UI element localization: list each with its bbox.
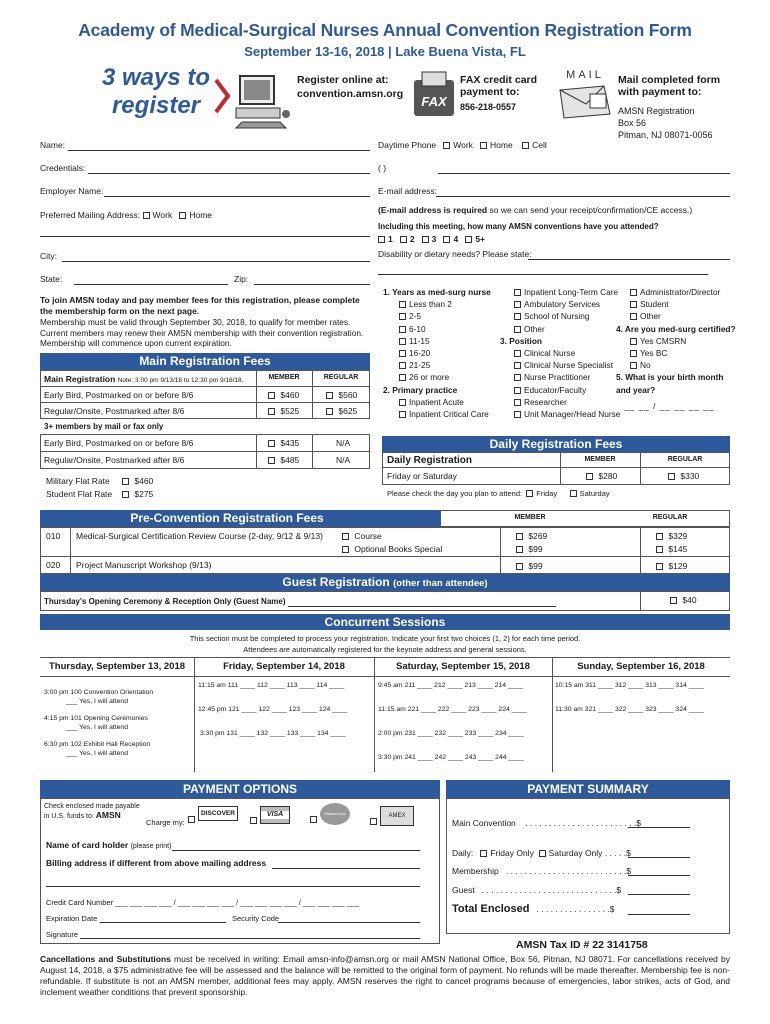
group-regular-label: Regular/Onsite, Postmarked after 8/6 [44,455,185,465]
payment-options-bar: PAYMENT OPTIONS [40,780,440,798]
summary-daily-field[interactable] [628,857,690,858]
daily-regular-fee[interactable]: $330 [668,471,699,481]
q1-opt-checkbox[interactable] [399,301,406,308]
state-field[interactable] [74,284,228,285]
city-field[interactable] [62,261,370,262]
cc-number[interactable]: Credit Card Number ___ ___ ___ ___ / ___ ___ ___ ___ / ___ ___ ___ ___ / ___ ___ ___ ___ [46,898,360,907]
precon-020-member[interactable]: $99 [516,561,543,571]
daily-member-header: MEMBER [584,456,616,463]
guest-bar: Guest Registration (other than attendee) [40,574,730,591]
meetings-3-checkbox[interactable] [422,236,429,243]
sun-sessions[interactable]: 10:15 am 311 ____ 312 ____ 313 ____ 314 ____ 11:30 am 321 ____ 322 ____ 323 ____ 324 ____ [555,682,704,713]
regular-onsite-member[interactable]: $525 [268,406,299,416]
q3-opt-checkbox[interactable] [514,313,521,320]
mail-heading: Mail completed form with payment to: [618,74,721,98]
mail-icon [554,66,616,128]
form-subtitle: September 13-16, 2018 | Lake Buena Vista, FL [244,44,526,59]
expiration-field[interactable] [100,922,226,923]
q3-opt-checkbox[interactable] [514,387,521,394]
day-saturday: Saturday, September 15, 2018 [396,661,530,672]
register-online-heading: Register online at: [297,74,389,86]
disability-label: Disability or dietary needs? Please state: [378,249,532,259]
q1-opt-checkbox[interactable] [399,338,406,345]
q2-opt-checkbox[interactable] [399,399,406,406]
meetings-question: Including this meeting, how many AMSN conventions have you attended? [378,222,659,231]
svg-text:MAIL: MAIL [566,69,604,81]
tax-id: AMSN Tax ID # 22 3141758 [516,939,648,951]
mail-addr3: Pitman, NJ 08071-0056 [618,130,713,140]
check-payable: Check enclosed made payable in U.S. funds to: AMSN [44,803,140,820]
daily-regular-header: REGULAR [667,456,703,463]
visa-option[interactable] [250,806,290,824]
q3-opt-checkbox[interactable] [514,350,521,357]
security-field[interactable] [278,922,420,923]
concurrent-note1: This section must be completed to process your registration. Indicate your first two choices (1, 2) for each time period. [189,634,581,643]
student-fee[interactable]: $275 [122,489,153,499]
address-field[interactable] [40,236,370,237]
email-note: (E-mail address is required so we can send your receipt/confirmation/CE access.) [378,205,693,215]
guest-name-field[interactable] [288,606,556,607]
name-label: Name: [40,140,66,150]
q1-opt-checkbox[interactable] [399,374,406,381]
svg-text:FAX: FAX [421,94,447,109]
daytime-phone-label: Daytime Phone Work Home Cell [378,140,547,150]
discover-option[interactable] [188,806,238,823]
billing-field[interactable] [272,868,420,869]
phone-work-checkbox[interactable] [443,142,450,149]
precon-member-header: MEMBER [514,514,546,521]
mail-addr1: AMSN Registration [618,106,695,116]
group-regular-member[interactable]: $485 [268,455,299,465]
daily-member-fee[interactable]: $280 [586,471,617,481]
phone-field[interactable] [438,173,730,174]
survey-q1: 1. Years as med-surg nurse Less than 2 2-5 6-10 11-15 16-20 21-25 26 or more 2. Primary practice Inpatient Acute Inpatient Critical Care [383,287,491,420]
credentials-field[interactable] [88,173,370,174]
credentials-label: Credentials: [40,163,86,173]
zip-label: Zip: [234,274,249,284]
day-sunday: Sunday, September 16, 2018 [577,661,705,672]
summary-saturday-checkbox[interactable] [539,850,546,857]
q3c-opt-checkbox[interactable] [630,313,637,320]
mastercard-option[interactable] [310,803,350,825]
military-fee[interactable]: $460 [122,476,153,486]
regular-onsite-label: Regular/Onsite, Postmarked after 8/6 [44,406,185,416]
signature-field[interactable] [80,938,420,939]
birth-date-field[interactable]: __ __ / __ __ __ __ [624,400,715,411]
mail-addr2: Box 56 [618,118,647,128]
join-note: Membership must be valid through September 30, 2018, to qualify for member rates. Current members may renew their AMSN membership with their convention registration. Membership will commence upon current expiration. [40,317,364,348]
guest-label: Thursday's Opening Ceremony & Reception Only (Guest Name) [44,597,286,606]
group-early-regular: N/A [336,438,351,448]
main-fees-bar: Main Registration Fees [40,353,370,370]
q1-opt-checkbox[interactable] [399,350,406,357]
meetings-4-checkbox[interactable] [443,236,450,243]
summary-guest-field[interactable] [628,894,690,895]
daily-check: Please check the day you plan to attend: Friday Saturday [387,489,610,498]
precon-010-regular-course[interactable]: $329 [656,531,687,541]
join-note-bold: To join AMSN today and pay member fees for this registration, please complete the membership form on the next page. [40,295,360,316]
payment-summary-bar: PAYMENT SUMMARY [446,780,730,798]
cardholder-field[interactable] [172,850,420,851]
concurrent-bar: Concurrent Sessions [40,614,730,630]
group-regular-regular: N/A [336,455,351,465]
q4-opt-checkbox[interactable] [630,362,637,369]
zip-field[interactable] [254,284,370,285]
precon-010-label: Medical-Surgical Certification Review Course (2-day, 9/12 & 9/13) [76,531,323,541]
precon-010-regular-books[interactable]: $145 [656,544,687,554]
main-reg-label: Main Registration Note: 3:00 pm 9/13/18 to 12:30 pm 9/16/18. [44,374,244,384]
meetings-1-checkbox[interactable] [378,236,385,243]
precon-020-code: 020 [46,560,61,570]
disability-field[interactable] [528,259,730,260]
precon-course-option[interactable]: Course [342,531,382,541]
daily-saturday-checkbox[interactable] [570,490,577,497]
amex-icon: AMEX [380,806,414,826]
summary-main-field[interactable] [628,827,690,828]
regular-onsite-regular[interactable]: $625 [326,406,357,416]
phone-paren: ( ) [378,163,387,173]
q4-opt-checkbox[interactable] [630,338,637,345]
q3-opt-checkbox[interactable] [514,301,521,308]
q4-opt-checkbox[interactable] [630,350,637,357]
precon-010-code: 010 [46,531,61,541]
early-bird-member[interactable]: $460 [268,390,299,400]
q3-opt-checkbox[interactable] [514,399,521,406]
fax-number: 856-218-0557 [460,102,517,112]
q3-opt-checkbox[interactable] [514,326,521,333]
fax-icon [410,70,458,124]
precon-bar: Pre-Convention Registration Fees [40,510,440,527]
summary-total-field[interactable] [628,914,690,915]
daily-fees-bar: Daily Registration Fees [382,436,730,452]
meetings-5plus-checkbox[interactable] [465,236,472,243]
group-header: 3+ members by mail or fax only [44,422,164,431]
summary-membership: Membership . . . . . . . . . . . . . . . . . . . . . . . . . .$ [452,866,632,876]
fri-sessions[interactable]: 11:15 am 111 ____ 112 ____ 113 ____ 114 ____ 12:45 pm 121 ____ 122 ____ 123 ____ 124 ____ 3:30 pm 131 ____ 132 ____ 133 ____ 134 ____ [198,682,348,737]
group-early-member[interactable]: $435 [268,438,299,448]
summary-guest: Guest . . . . . . . . . . . . . . . . . . . . . . . . . . . . .$ [452,885,622,895]
disability-field-2[interactable] [378,274,708,275]
student-label: Student Flat Rate [46,489,113,499]
day-friday: Friday, September 14, 2018 [223,661,345,672]
employer-label: Employer Name: [40,186,104,196]
mailing-home-checkbox[interactable] [179,212,186,219]
form-title: Academy of Medical-Surgical Nurses Annual Convention Registration Form [78,20,692,40]
city-label: City: [40,251,57,261]
group-early-label: Early Bird, Postmarked on or before 8/6 [44,438,194,448]
daily-reg-label: Daily Registration [387,455,473,466]
guest-fee[interactable]: $40 [670,595,697,605]
expiration-label: Expiration Date [46,914,98,923]
summary-total: Total Enclosed . . . . . . . . . . . . . . . .$ [452,903,615,915]
email-field[interactable] [436,196,730,197]
employer-field[interactable] [104,196,370,197]
arrow-icon [214,76,230,118]
mastercard-icon: MasterCard [320,803,350,825]
summary-membership-field[interactable] [628,875,690,876]
q3c-opt-checkbox[interactable] [630,289,637,296]
thu-sessions: 3:00 pm 100 Convention Orientation ___ Yes, I will attend 4:15 pm 101 Opening Ceremonies ___ Yes, I will attend 6:30 pm 102 Exhibit Hall Reception ___ Yes, I will attend [44,689,154,757]
fax-heading: FAX credit card payment to: [460,74,538,98]
q1-opt-checkbox[interactable] [399,362,406,369]
name-field[interactable] [68,150,370,151]
q2-opt-checkbox[interactable] [399,411,406,418]
cancellation-policy: Cancellations and Substitutions must be received in writing: Email amsn-info@amsn.org or mail AMSN National Office, Box 56, Pitman, NJ 08071. For cancellations received by August 14, 2018, a $75 administrative fee will be assessed and the balance will be remitted to the original form of payment. No refunds will be made thereafter. Membership fee is non-refundable. If substitute is not an AMSN member, additional fees may apply. AMSN reserves the right to cancel programs because of emergencies, labor strikes, acts of God, and inclement weather conditions that prevent sponsorship. [40,954,731,997]
computer-icon [232,72,292,134]
phone-home-checkbox[interactable] [480,142,487,149]
q3-opt-checkbox[interactable] [514,362,521,369]
precon-020-regular[interactable]: $129 [656,561,687,571]
state-label: State: [40,274,63,284]
visa-icon: VISA [260,806,290,824]
daily-sub: Friday or Saturday [387,471,457,481]
survey-q4: Administrator/Director Student Other 4. Are you med-surg certified? Yes CMSRN Yes BC No 5. What is your birth month and year? __ __ / __ __ __ __ [616,287,736,411]
main-regular-header: REGULAR [323,374,359,381]
cardholder-label: Name of card holder (please print) [46,840,172,850]
concurrent-note2: Attendees are automatically registered for the keynote address and general sessions. [243,645,527,654]
discover-icon: DISCOVER [198,806,238,821]
amex-option[interactable] [370,806,414,826]
summary-main: Main Convention . . . . . . . . . . . . . . . . . . . . . . . .$ [452,818,641,828]
precon-020-label: Project Manuscript Workshop (9/13) [76,560,212,570]
q3c-opt-checkbox[interactable] [630,301,637,308]
q3-opt-checkbox[interactable] [514,374,521,381]
mailing-label: Preferred Mailing Address: Work Home [40,210,213,220]
charge-my-label: Charge my: [146,818,185,827]
precon-books-option[interactable]: Optional Books Special [342,544,442,554]
summary-daily: Daily: Friday Only Saturday Only . . . . .$ [452,848,631,858]
summary-friday-checkbox[interactable] [480,850,487,857]
signature-label: Signature [46,930,79,939]
register-online-url[interactable]: convention.amsn.org [297,88,404,100]
survey-q3: Inpatient Long-Term Care Ambulatory Services School of Nursing Other 3. Position Clinical Nurse Clinical Nurse Specialist Nurse Practitioner Educator/Faculty Researcher Unit Manager/Head Nurse [500,287,621,420]
main-member-header: MEMBER [268,374,300,381]
phone-cell-checkbox[interactable] [522,142,529,149]
billing-label: Billing address if different from above mailing address [46,858,267,868]
q3-opt-checkbox[interactable] [514,289,521,296]
email-label: E-mail address: [378,186,438,196]
q1-opt-checkbox[interactable] [399,326,406,333]
military-label: Military Flat Rate [46,476,110,486]
early-bird-regular[interactable]: $560 [326,390,357,400]
q1-opt-checkbox[interactable] [399,313,406,320]
meetings-options: 1 2 3 4 5+ [378,234,485,244]
security-label: Security Code [232,914,280,923]
ways-to-register: 3 ways to register [101,64,211,119]
precon-010-member-books[interactable]: $99 [516,544,543,554]
daily-friday-checkbox[interactable] [526,490,533,497]
sat-sessions[interactable]: 9:45 am 211 ____ 212 ____ 213 ____ 214 ____ 11:15 am 221 ____ 222 ____ 223 ____ 224 ____ 2:00 pm 231 ____ 232 ____ 233 ____ 234 ____ 3:30 pm 241 ____ 242 ____ 243 ____ 244 ____ [378,682,527,761]
precon-010-member-course[interactable]: $269 [516,531,547,541]
billing-field-2[interactable] [46,886,420,887]
day-thursday: Thursday, September 13, 2018 [48,661,186,672]
early-bird-label: Early Bird, Postmarked on or before 8/6 [44,390,194,400]
mailing-work-checkbox[interactable] [143,212,150,219]
q3-opt-checkbox[interactable] [514,411,521,418]
precon-regular-header: REGULAR [652,514,688,521]
meetings-2-checkbox[interactable] [400,236,407,243]
